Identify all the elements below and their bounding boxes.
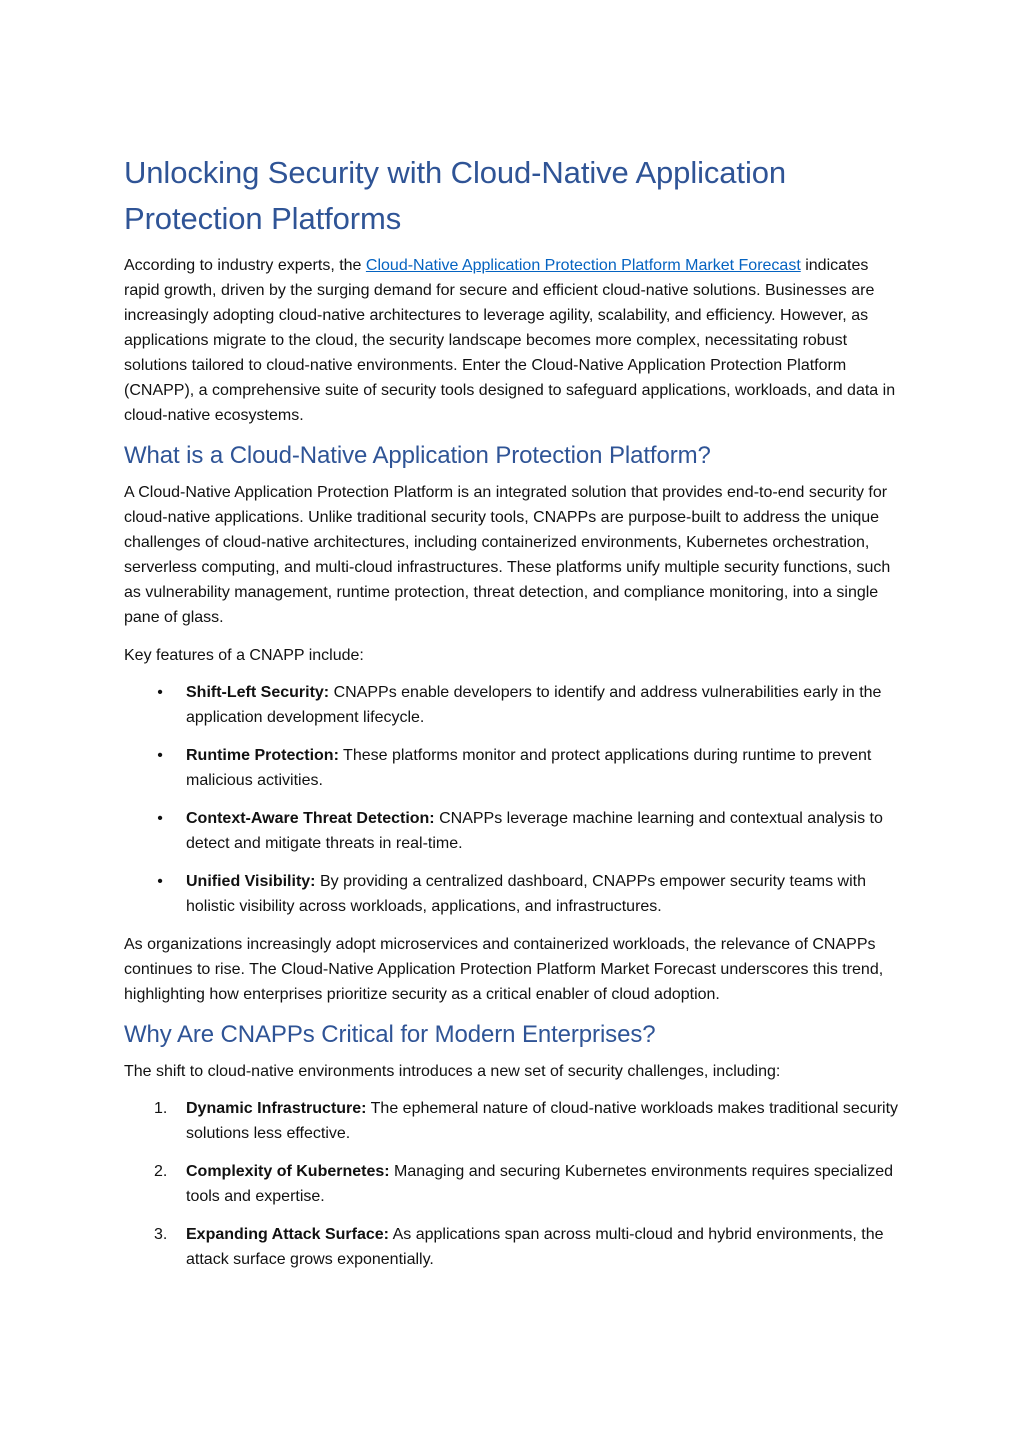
item-number: 2. [154,1163,168,1180]
intro-paragraph [124,253,904,428]
feature-text: By providing a centralized dashboard, CNAPPs empower security teams with holistic visibility across workloads, applications, and infrastructures. [186,873,866,915]
features-list [124,680,904,919]
bullet-icon: • [157,873,163,890]
market-forecast-link[interactable]: Cloud-Native Application Protection Platform Market Forecast [365,257,801,274]
challenge-text: Managing and securing Kubernetes environments requires specialized tools and expertise. [186,1163,893,1205]
bullet-icon: • [157,810,163,827]
feature-text: CNAPPs enable developers to identify and address vulnerabilities early in the application development lifecycle. [186,684,882,726]
challenges-list [124,1096,904,1272]
list-item [124,680,904,730]
section-heading-what-is-cnapp: What is a Cloud-Native Application Protection Platform? [124,442,711,469]
item-number: 3. [154,1226,168,1243]
feature-label: Unified Visibility: [186,873,316,890]
bullet-icon: • [157,684,163,701]
list-item [124,1222,904,1272]
feature-text: CNAPPs leverage machine learning and contextual analysis to detect and mitigate threats in real-time. [186,810,883,852]
feature-label: Runtime Protection: [186,747,339,764]
challenge-text: The ephemeral nature of cloud-native workloads makes traditional security solutions less effective. [186,1100,899,1142]
challenge-label: Complexity of Kubernetes: [186,1163,390,1180]
intro-prefix: According to industry experts, the [124,257,366,274]
section2-paragraph: The shift to cloud-native environments introduces a new set of security challenges, including: [124,1063,781,1080]
item-number: 1. [154,1100,168,1117]
challenge-text: As applications span across multi-cloud and hybrid environments, the attack surface grows exponentially. [186,1226,884,1268]
challenge-label: Dynamic Infrastructure: [186,1100,367,1117]
list-item [124,806,904,856]
list-item [124,1159,904,1209]
page-title: Unlocking Security with Cloud-Native Application Protection Platforms [124,155,787,236]
list-item [124,1096,904,1146]
intro-suffix: indicates rapid growth, driven by the surging demand for secure and efficient cloud-native solutions. Businesses are increasingly adopting cloud-native architectures to leverage agility, scalability, and efficiency. However, as applications migrate to the cloud, the security landscape becomes more complex, necessitating robust solutions tailored to cloud-native environments. Enter the Cloud-Native Application Protection Platform (CNAPP), a comprehensive suite of security tools designed to safeguard applications, workloads, and data in cloud-native ecosystems. [124,257,896,424]
challenge-label: Expanding Attack Surface: [186,1226,390,1243]
document-page [124,150,904,1285]
list-item [124,869,904,919]
section-heading-why-cnapps: Why Are CNAPPs Critical for Modern Enterprises? [124,1021,656,1048]
list-item [124,743,904,793]
section1-paragraph: A Cloud-Native Application Protection Platform is an integrated solution that provides end-to-end security for cloud-native applications. Unlike traditional security tools, CNAPPs are purpose-built to address the unique challenges of cloud-native architectures, including containerized environments, Kubernetes orchestration, serverless computing, and multi-cloud infrastructures. These platforms unify multiple security functions, such as vulnerability management, runtime protection, threat detection, and compliance monitoring, into a single pane of glass. [124,484,891,626]
bullet-icon: • [157,747,163,764]
feature-label: Shift-Left Security: [186,684,330,701]
feature-label: Context-Aware Threat Detection: [186,810,435,827]
section1-closing: As organizations increasingly adopt microservices and containerized workloads, the relevance of CNAPPs continues to rise. The Cloud-Native Application Protection Platform Market Forecast underscores this trend, highlighting how enterprises prioritize security as a critical enabler of cloud adoption. [124,936,884,1003]
feature-text: These platforms monitor and protect applications during runtime to prevent malicious activities. [186,747,872,789]
features-intro: Key features of a CNAPP include: [124,647,364,664]
